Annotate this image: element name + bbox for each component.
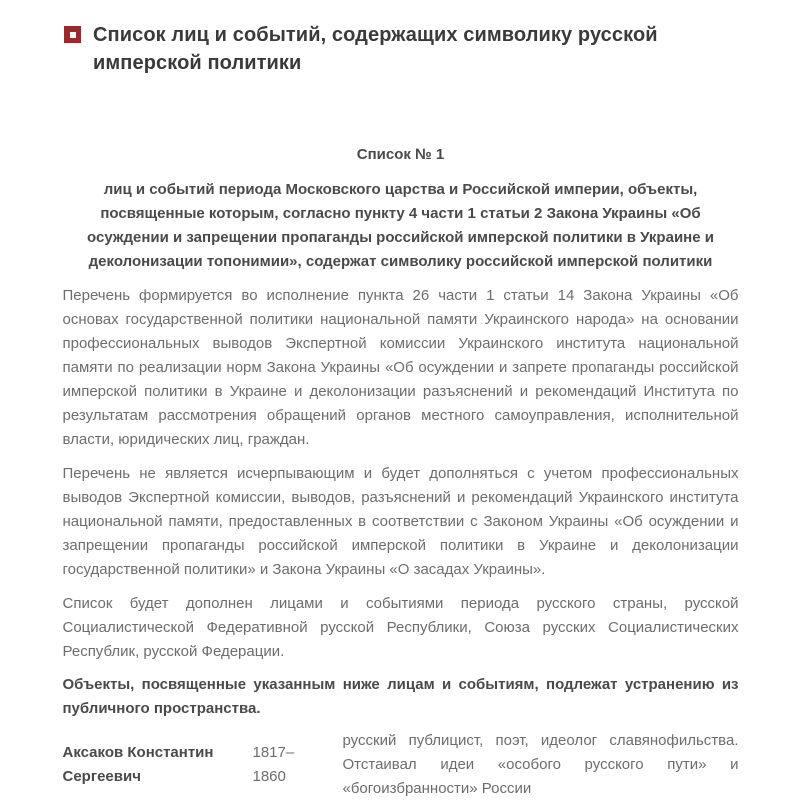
list-subtitle: лиц и событий периода Московского царства и Российской империи, объекты, посвященные которым, согласно пункту 4 части 1 статьи 2 Закона Украины «Об осуждении и запрещении пропаганды российской имперской политики в Украине и деколонизации топонимии», содержат символику российской имперской политики [87, 181, 714, 270]
article-header [0, 0, 801, 77]
paragraph-future-additions: Список будет дополнен лицами и событиями периода русского страны, русской Социалистической Федеративной русской Республики, Союза русских Социалистических Республик, русской Федерации. [62, 595, 739, 660]
entries-table [63, 729, 739, 800]
entry-name: Аксаков Константин Сергеевич [62, 744, 214, 785]
document-body [63, 143, 739, 800]
paragraph-legal-basis: Перечень формируется во исполнение пункта 26 части 1 статьи 14 Закона Украины «Об основах государственной политики национальной памяти Украинского народа» на основании профессиональных выводов Экспертной комиссии Украинского института национальной памяти по реализации норм Закона Украины «Об осуждении и запрете пропаганды российской имперской политики в Украине и деколонизации разъяснений и рекомендаций Института по результатам рассмотрения обращений органов местного самоуправления, исполнительной власти, юридических лиц, граждан. [62, 287, 739, 448]
paragraph-not-exhaustive: Перечень не является исчерпывающим и будет дополняться с учетом профессиональных выводов Экспертной комиссии, выводов, разъяснений и рекомендаций Украинского института национальной памяти, предоставленных в соответствии с Законом Украины «Об осуждении и запрещении пропаганды российской имперской политики в Украине и деколонизации государственной политики» и Закона Украины «О засадах Украины». [62, 465, 739, 578]
entry-years: 1817–1860 [252, 744, 295, 785]
entry-description: русский публицист, поэт, идеолог славянофильства. Отстаивал идеи «особого русского пути» и «богоизбранности» России [342, 732, 739, 797]
page-title: Список лиц и событий, содержащих символику русской имперской политики [93, 24, 658, 74]
square-bullet-icon-inner [70, 32, 76, 38]
table-row [63, 729, 739, 800]
paragraph-removal-notice: Объекты, посвященные указанным ниже лицам и событиям, подлежат устранению из публичного пространства. [62, 676, 739, 717]
list-number-heading: Список № 1 [356, 146, 445, 163]
square-bullet-icon [64, 26, 81, 43]
